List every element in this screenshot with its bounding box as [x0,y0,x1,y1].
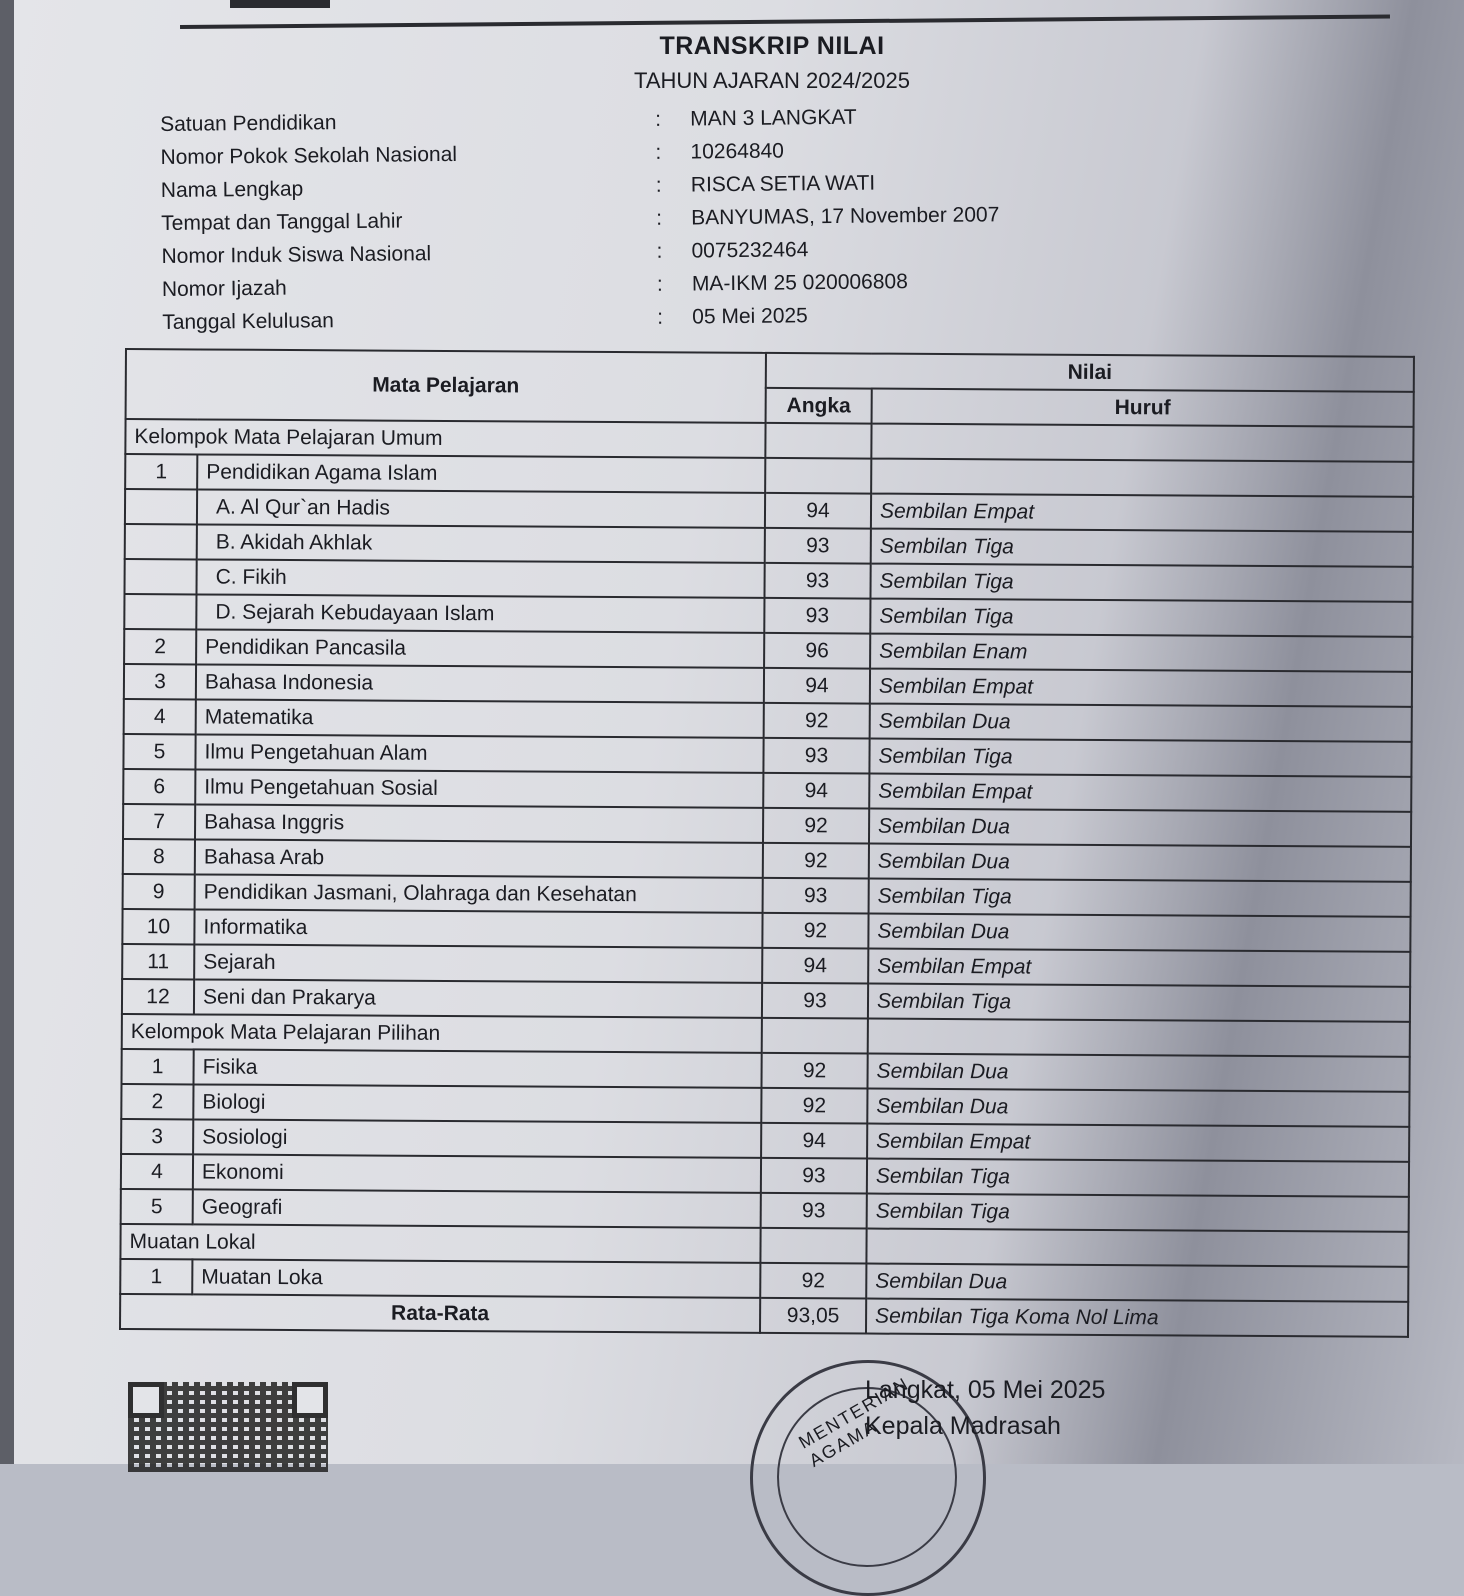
row-subject: B. Akidah Akhlak [197,524,765,562]
info-value: BANYUMAS, 17 November 2007 [691,202,1000,229]
row-number [125,489,197,524]
row-huruf: Sembilan Dua [869,844,1411,882]
row-subject: Bahasa Inggris [195,804,763,842]
signature-title: Kepala Madrasah [865,1412,1061,1440]
row-angka: 93 [761,1158,867,1194]
row-number: 3 [121,1119,193,1154]
row-subject: D. Sejarah Kebudayaan Islam [196,594,764,632]
row-subject: C. Fikih [196,559,764,597]
row-huruf: Sembilan Enam [870,634,1412,672]
row-angka: 93 [763,738,869,774]
info-label: Nomor Induk Siswa Nasional [161,241,432,268]
row-huruf: Sembilan Dua [867,1054,1409,1092]
group-angka-empty [765,423,871,459]
qr-code [128,1382,328,1472]
row-huruf: Sembilan Tiga [869,739,1411,777]
row-number: 7 [123,804,195,839]
row-subject: Geografi [193,1189,761,1227]
row-huruf: Sembilan Empat [869,774,1411,812]
student-info [160,98,1162,339]
header-subject: Mata Pelajaran [126,349,766,423]
row-number: 4 [124,699,196,734]
group-name: Muatan Lokal [120,1224,760,1263]
top-tab-mark [230,0,330,8]
row-angka: 96 [764,633,870,669]
row-huruf [871,459,1413,497]
row-angka: 94 [761,1123,867,1159]
header-huruf: Huruf [872,389,1414,427]
info-value: 10264840 [690,138,785,163]
row-angka: 93 [762,983,868,1019]
row-number: 6 [123,769,195,804]
row-angka: 93 [764,563,870,599]
stamp-text: MENTERIAN AGAMA [795,1373,913,1471]
row-number: 10 [122,909,194,944]
row-number: 1 [122,1049,194,1084]
row-subject: Seni dan Prakarya [194,979,762,1017]
row-huruf: Sembilan Tiga [871,529,1413,567]
average-angka: 93,05 [760,1298,866,1334]
info-value: RISCA SETIA WATI [690,171,876,196]
row-number: 9 [123,874,195,909]
row-subject: Informatika [194,909,762,947]
row-subject: Fisika [194,1049,762,1087]
qr-finder [292,1382,328,1418]
row-angka: 92 [760,1263,866,1299]
row-subject: Pendidikan Jasmani, Olahraga dan Kesehatan [195,874,763,912]
row-number: 11 [122,944,194,979]
qr-finder [128,1382,164,1418]
info-value: 05 Mei 2025 [692,303,808,328]
info-value: 0075232464 [691,237,809,262]
row-angka: 94 [762,948,868,984]
group-angka-empty [762,1018,868,1054]
row-subject: Biologi [193,1084,761,1122]
row-angka: 92 [763,808,869,844]
grades-body [120,419,1414,1337]
signature-place-date: Langkat, 05 Mei 2025 [865,1376,1106,1404]
row-number: 1 [125,454,197,489]
group-name: Kelompok Mata Pelajaran Pilihan [122,1014,762,1053]
info-value: MA-IKM 25 020006808 [691,269,908,295]
row-huruf: Sembilan Dua [866,1264,1408,1302]
row-huruf: Sembilan Tiga [870,599,1412,637]
row-number [124,559,196,594]
header-angka: Angka [766,388,872,424]
row-subject: Ilmu Pengetahuan Sosial [195,769,763,807]
row-number: 2 [121,1084,193,1119]
info-label: Tanggal Kelulusan [162,308,334,334]
row-huruf: Sembilan Dua [869,809,1411,847]
grades-table [119,348,1415,1338]
row-subject: Sosiologi [193,1119,761,1157]
group-huruf-empty [871,424,1413,462]
info-colon: : [657,305,664,329]
info-colon: : [655,107,662,131]
row-number: 1 [120,1259,192,1294]
row-number [125,524,197,559]
info-colon: : [656,239,663,263]
info-label: Satuan Pendidikan [160,110,337,136]
row-subject: Ekonomi [193,1154,761,1192]
row-subject: Bahasa Indonesia [196,664,764,702]
info-label: Nama Lengkap [160,177,304,202]
info-label: Nomor Pokok Sekolah Nasional [160,142,458,169]
row-number [124,594,196,629]
row-angka: 93 [765,528,871,564]
row-number: 12 [122,979,194,1014]
row-number: 5 [121,1189,193,1224]
row-angka: 93 [761,1193,867,1229]
row-angka: 93 [763,878,869,914]
document-subtitle: TAHUN AJARAN 2024/2025 [634,68,910,93]
row-huruf: Sembilan Empat [871,494,1413,532]
row-number: 2 [124,629,196,664]
row-huruf: Sembilan Tiga [870,564,1412,602]
info-colon: : [655,173,662,197]
row-huruf: Sembilan Dua [870,704,1412,742]
info-colon: : [656,206,663,230]
group-name: Kelompok Mata Pelajaran Umum [125,419,765,458]
background-edge [0,0,14,1464]
row-subject: Pendidikan Agama Islam [197,454,765,492]
row-angka: 94 [765,493,871,529]
info-label: Tempat dan Tanggal Lahir [161,208,403,235]
row-number: 3 [124,664,196,699]
average-label: Rata-Rata [120,1294,760,1333]
row-subject: Pendidikan Pancasila [196,629,764,667]
row-huruf: Sembilan Empat [867,1124,1409,1162]
row-huruf: Sembilan Tiga [867,1159,1409,1197]
row-huruf: Sembilan Empat [868,949,1410,987]
info-label: Nomor Ijazah [161,276,287,301]
average-huruf: Sembilan Tiga Koma Nol Lima [866,1299,1408,1337]
row-subject: Sejarah [194,944,762,982]
row-angka: 92 [764,703,870,739]
group-huruf-empty [868,1019,1410,1057]
document-title: TRANSKRIP NILAI [659,32,885,60]
table-header-row [126,349,1414,392]
row-subject: Matematika [196,699,764,737]
row-angka [765,458,871,494]
row-subject: Ilmu Pengetahuan Alam [195,734,763,772]
row-huruf: Sembilan Tiga [868,984,1410,1022]
row-subject: A. Al Qur`an Hadis [197,489,765,527]
info-value: MAN 3 LANGKAT [690,105,857,130]
row-huruf: Sembilan Tiga [869,879,1411,917]
row-number: 4 [121,1154,193,1189]
row-angka: 94 [763,773,869,809]
header-nilai: Nilai [766,353,1414,392]
group-huruf-empty [866,1229,1408,1267]
row-number: 5 [123,734,195,769]
row-huruf: Sembilan Dua [867,1089,1409,1127]
row-subject: Bahasa Arab [195,839,763,877]
info-colon: : [655,140,662,164]
row-huruf: Sembilan Empat [870,669,1412,707]
info-colon: : [656,272,663,296]
row-angka: 92 [761,1088,867,1124]
row-subject: Muatan Loka [192,1259,760,1297]
row-angka: 92 [762,913,868,949]
row-huruf: Sembilan Tiga [867,1194,1409,1232]
row-angka: 92 [763,843,869,879]
row-angka: 93 [764,598,870,634]
row-number: 8 [123,839,195,874]
row-angka: 92 [761,1053,867,1089]
row-huruf: Sembilan Dua [868,914,1410,952]
row-angka: 94 [764,668,870,704]
group-angka-empty [760,1228,866,1264]
average-row [120,1294,1408,1337]
